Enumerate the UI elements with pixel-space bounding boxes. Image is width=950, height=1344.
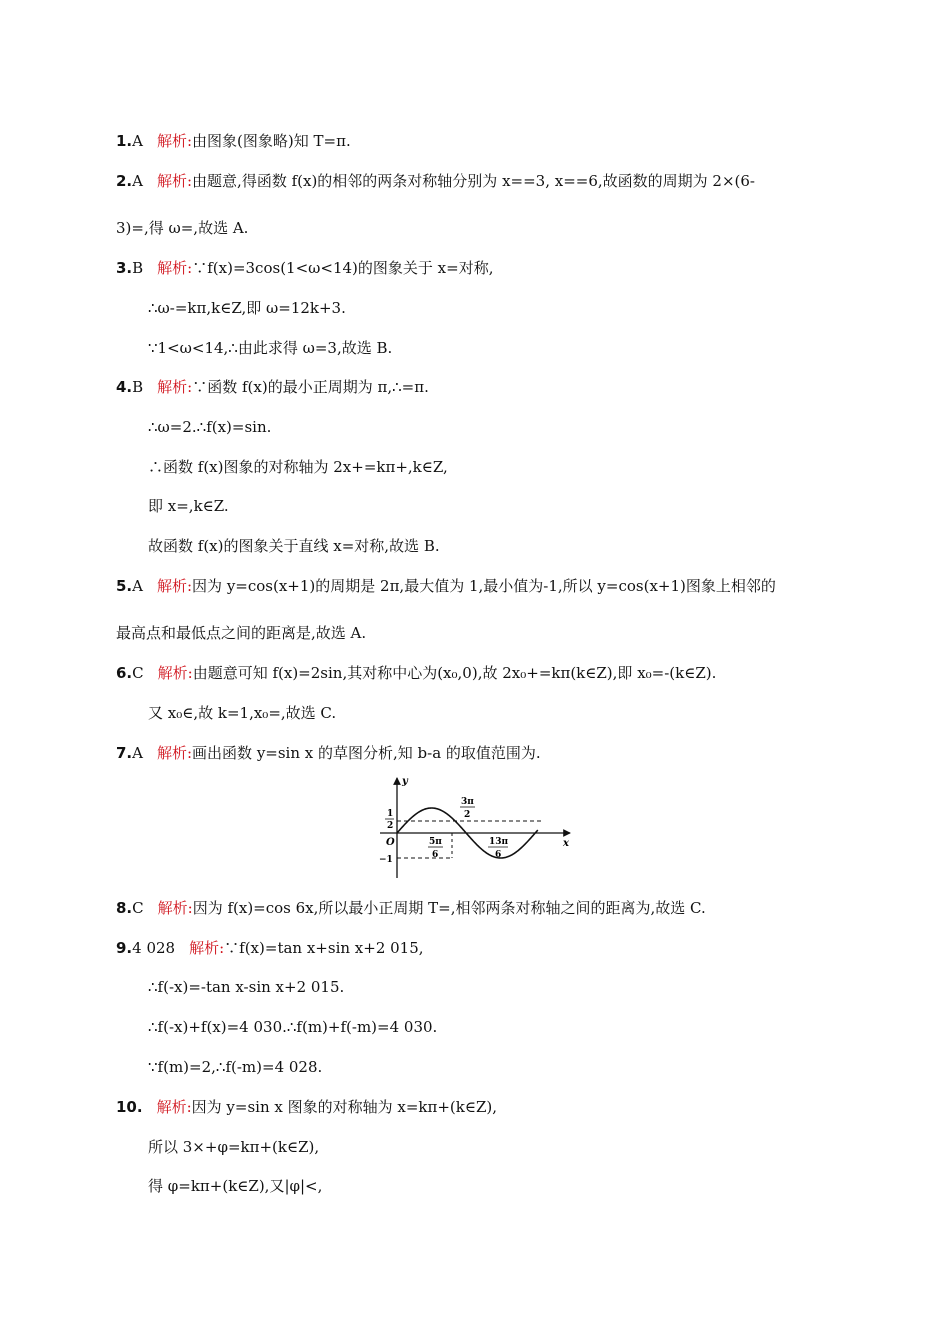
answer: B <box>132 378 144 396</box>
tick-13pi6-den: 6 <box>495 850 502 860</box>
solution-text: 由图象(图象略)知 T=π. <box>192 132 351 150</box>
answer: C <box>132 899 144 917</box>
item-3 <box>116 258 493 278</box>
item-9 <box>116 938 424 958</box>
solution-line: ∴ω-=kπ,k∈Z,即 ω=12k+3. <box>148 299 346 317</box>
answer: A <box>132 172 143 190</box>
half-label-num: 1 <box>387 809 394 819</box>
solution-line: ∴ω=2.∴f(x)=sin. <box>148 418 272 436</box>
item-2 <box>116 171 755 191</box>
solution-text: 因为 y=cos(x+1)的周期是 2π,最大值为 1,最小值为-1,所以 y=cos(x+1)图象上相邻的 <box>192 577 776 595</box>
y-axis-label: y <box>402 776 408 787</box>
solution-text: ∵f(x)=3cos(1<ω<14)的图象关于 x=对称, <box>192 259 494 277</box>
item-number: 2. <box>116 172 133 190</box>
item-number: 5. <box>116 577 133 595</box>
item-8 <box>116 898 706 918</box>
tick-13pi6-num: 13π <box>489 837 509 847</box>
tick-3pi2-den: 2 <box>464 810 471 820</box>
solution-line: 3)=,得 ω=,故选 A. <box>116 219 249 237</box>
solution-line: 又 x₀∈,故 k=1,x₀=,故选 C. <box>148 704 337 722</box>
item-4 <box>116 377 429 397</box>
item-number: 7. <box>116 744 133 762</box>
item-number: 9. <box>116 939 133 957</box>
tick-3pi2-num: 3π <box>461 797 474 807</box>
answer: A <box>132 577 143 595</box>
answer: A <box>132 132 143 150</box>
item-number: 3. <box>116 259 133 277</box>
analysis-label: 解析: <box>189 939 225 957</box>
solution-line: ∴函数 f(x)图象的对称轴为 2x+=kπ+,k∈Z, <box>148 458 448 476</box>
solution-line: 所以 3×+φ=kπ+(k∈Z), <box>148 1138 320 1156</box>
x-axis-label: x <box>563 838 569 849</box>
item-1 <box>116 131 351 151</box>
solution-line: ∴f(-x)+f(x)=4 030.∴f(m)+f(-m)=4 030. <box>148 1018 438 1036</box>
answer: A <box>132 744 143 762</box>
solution-text: ∵函数 f(x)的最小正周期为 π,∴=π. <box>192 378 429 396</box>
analysis-label: 解析: <box>156 744 193 762</box>
solution-text: 画出函数 y=sin x 的草图分析,知 b-a 的取值范围为. <box>192 744 541 762</box>
answer: B <box>132 259 144 277</box>
tick-5pi6-den: 6 <box>432 850 439 860</box>
item-number: 6. <box>116 664 133 682</box>
analysis-label: 解析: <box>157 664 193 682</box>
analysis-label: 解析: <box>157 378 193 396</box>
analysis-label: 解析: <box>156 132 193 150</box>
solution-text: 因为 f(x)=cos 6x,所以最小正周期 T=,相邻两条对称轴之间的距离为,故选 C. <box>192 899 706 917</box>
tick-5pi6-num: 5π <box>429 837 442 847</box>
item-7 <box>116 743 541 763</box>
solution-text: 因为 y=sin x 图象的对称轴为 x=kπ+(k∈Z), <box>191 1098 498 1116</box>
solution-line: 即 x=,k∈Z. <box>148 497 229 515</box>
item-number: 10. <box>116 1098 143 1116</box>
origin-label: O <box>386 837 395 848</box>
solution-line: ∴f(-x)=-tan x-sin x+2 015. <box>148 978 345 996</box>
analysis-label: 解析: <box>156 172 193 190</box>
solution-line: 得 φ=kπ+(k∈Z),又|φ|<, <box>148 1177 323 1195</box>
item-5 <box>116 576 776 596</box>
solution-text: 由题意可知 f(x)=2sin,其对称中心为(x₀,0),故 2x₀+=kπ(k∈Z),即 x₀=-(k∈Z). <box>192 664 717 682</box>
analysis-label: 解析: <box>157 899 193 917</box>
answer: C <box>132 664 144 682</box>
analysis-label: 解析: <box>156 1098 192 1116</box>
sine-graph <box>378 772 578 882</box>
neg-one-label: −1 <box>379 855 393 865</box>
solution-text: ∵f(x)=tan x+sin x+2 015, <box>224 939 424 957</box>
item-number: 1. <box>116 132 133 150</box>
item-6 <box>116 663 716 683</box>
solution-line: ∵f(m)=2,∴f(-m)=4 028. <box>148 1058 323 1076</box>
item-number: 4. <box>116 378 133 396</box>
answer: 4 028 <box>132 939 176 957</box>
solution-text: 由题意,得函数 f(x)的相邻的两条对称轴分别为 x==3, x==6,故函数的周期为 2×(6- <box>192 172 755 190</box>
solution-line: 故函数 f(x)的图象关于直线 x=对称,故选 B. <box>148 537 440 555</box>
item-number: 8. <box>116 899 133 917</box>
solution-line: ∵1<ω<14,∴由此求得 ω=3,故选 B. <box>148 339 393 357</box>
solution-line: 最高点和最低点之间的距离是,故选 A. <box>116 624 367 642</box>
analysis-label: 解析: <box>157 259 193 277</box>
item-10 <box>116 1097 497 1117</box>
analysis-label: 解析: <box>156 577 193 595</box>
half-label-den: 2 <box>387 821 394 831</box>
